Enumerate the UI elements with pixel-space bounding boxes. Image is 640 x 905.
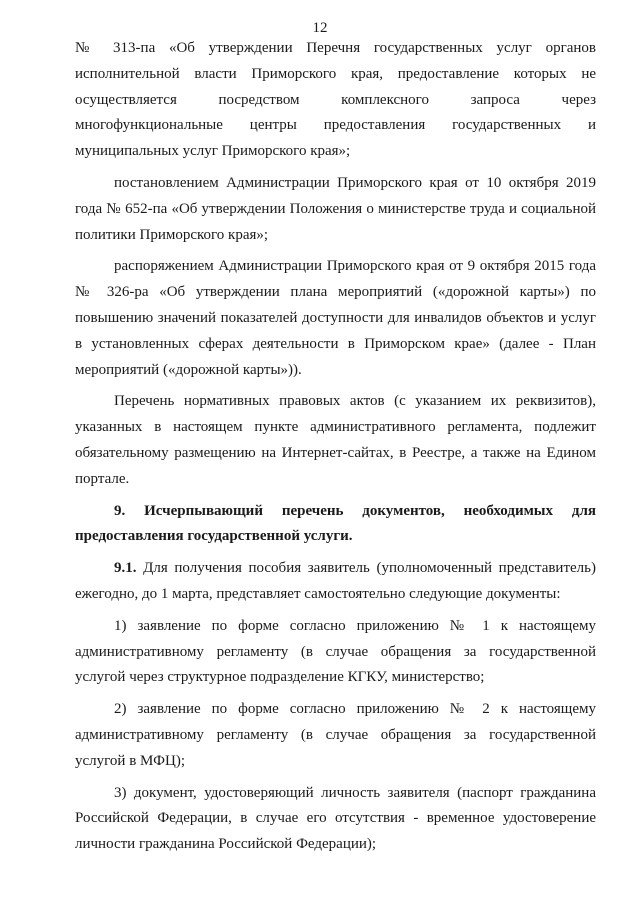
paragraph-order-326: распоряжением Администрации Приморского края от 9 октября 2015 года № 326-ра «Об утверждении плана мероприятий («дорожной карты») по повышению значений показателей доступности для инвалидов объектов и услуг в установленных сферах деятельности в Приморском крае» (далее - План мероприятий («дорожной карты»)). (75, 258, 596, 378)
subsection-text: Для получения пособия заявитель (уполномоченный представитель) ежегодно, до 1 марта, представляет самостоятельно следующие документы: (75, 560, 596, 602)
list-item: 1) заявление по форме согласно приложению № 1 к настоящему административному регламенту (в случае обращения за государственной услугой через структурное подразделение КГКУ, министерство; (75, 617, 596, 686)
paragraph-acts-list: Перечень нормативных правовых актов (с указанием их реквизитов), указанных в настоящем пункте административного регламента, подлежит обязательному размещению на Интернет-сайтах, в Реестре, а также на Едином портале. (75, 393, 596, 487)
paragraph-continuation: № 313-па «Об утверждении Перечня государственных услуг органов исполнительной власти Приморского края, предоставление которых не осуществляется посредством комплексного запроса через многофункциональные центры предоставления государственных и муниципальных услуг Приморского края»; (75, 40, 596, 160)
paragraph-decree-652: постановлением Администрации Приморского края от 10 октября 2019 года № 652-па «Об утверждении Положения о министерстве труда и социальной политики Приморского края»; (75, 174, 596, 243)
subsection-9-1 (75, 556, 596, 608)
document-body (75, 36, 596, 858)
page-number: 12 (312, 20, 328, 36)
subsection-number: 9.1. (114, 560, 137, 577)
list-item: 3) документ, удостоверяющий личность заявителя (паспорт гражданина Российской Федерации, в случае его отсутствия - временное удостоверение личности гражданина Российской Федерации); (75, 784, 596, 853)
section-heading: 9. Исчерпывающий перечень документов, необходимых для предоставления государственной услуги. (75, 502, 596, 545)
list-item: 2) заявление по форме согласно приложению № 2 к настоящему административному регламенту (в случае обращения за государственной услугой в МФЦ); (75, 701, 596, 769)
